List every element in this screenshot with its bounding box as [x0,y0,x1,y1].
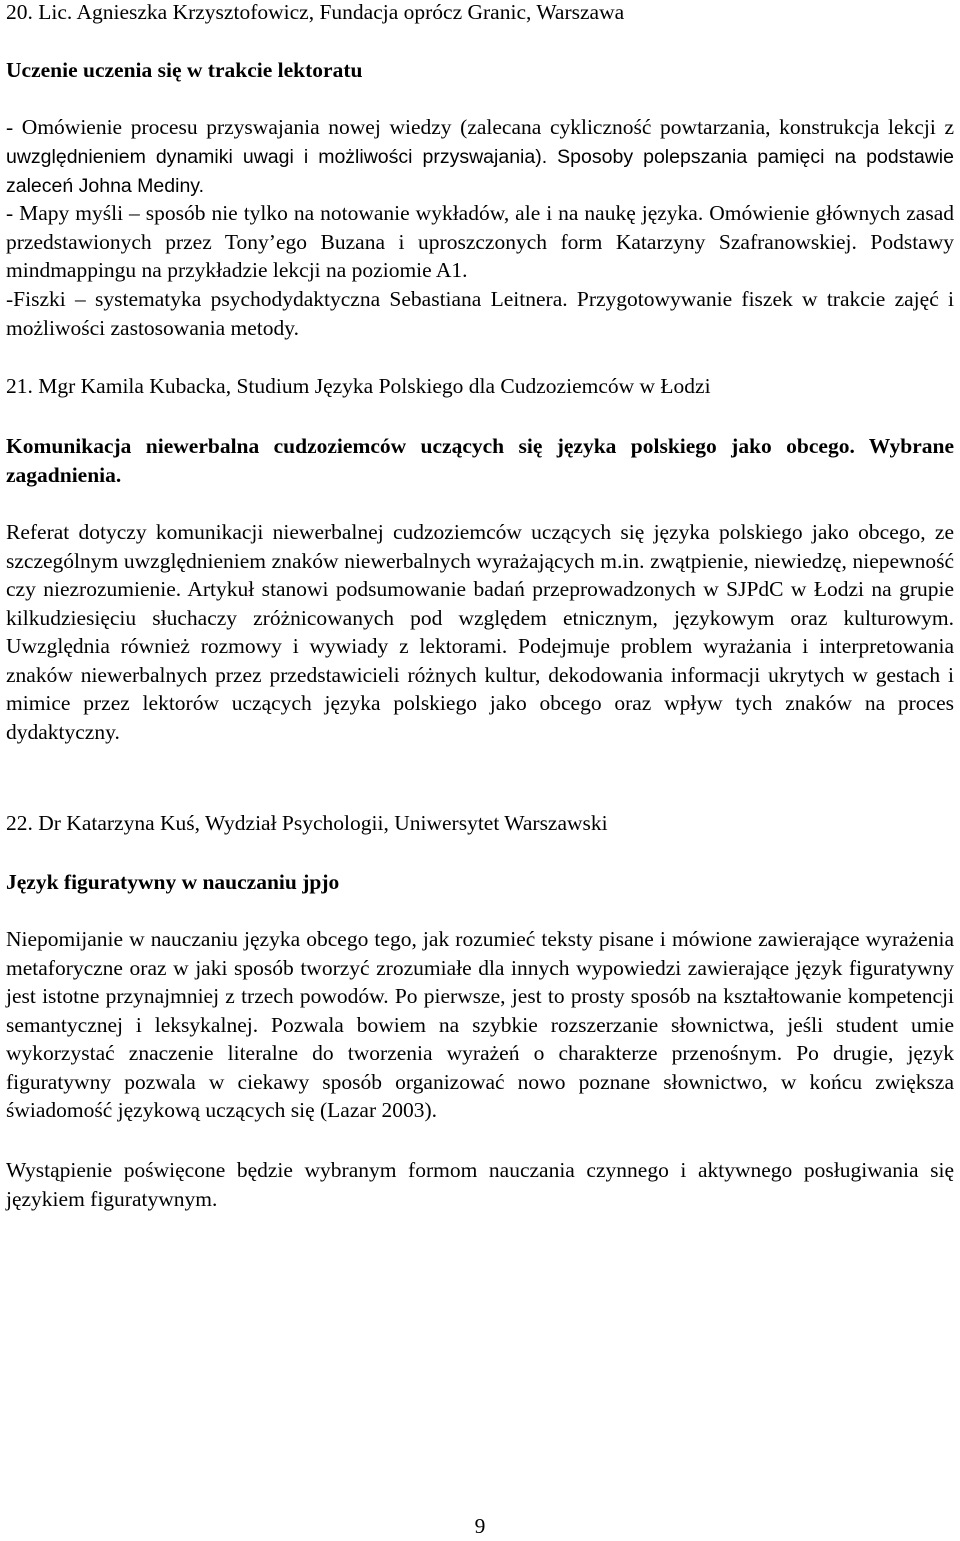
entry-22-abstract-paragraph-2: Wystąpienie poświęcone będzie wybranym formom nauczania czynnego i aktywnego posługiwania się językiem figuratywnym. [6,1158,954,1211]
entry-20-author-line: 20. Lic. Agnieszka Krzysztofowicz, Fundacja oprócz Granic, Warszawa [6,0,625,24]
entry-20-paragraph-3-text-b: Przygotowywanie fiszek w trakcie zajęć i możliwości zastosowania metody. [6,287,954,340]
entry-20-paragraph-2 [6,199,954,285]
entry-20-paragraph-3 [6,285,954,342]
entry-21-author-line: 21. Mgr Kamila Kubacka, Studium Języka Polskiego dla Cudzoziemców w Łodzi [6,374,711,398]
entry-21-abstract: Referat dotyczy komunikacji niewerbalnej cudzoziemców uczących się języka polskiego jako obcego, ze szczególnym uwzględnieniem znaków niewerbalnych wyrażających m.in. zwątpienie, niewiedzę, niepewność czy niezrozumienie. Artykuł stanowi podsumowanie badań przeprowadzonych w SJPdC w Łodzi na grupie kilkudziesięciu słuchaczy zróżnicowanych pod względem etnicznym, językowym oraz kulturowym. Uwzględnia również rozmowy i wywiady z lektorami. Podejmuje problem wyrażania i interpretowania znaków niewerbalnych przez przedstawicieli różnych kultur, dekodowania informacji ukrytych w gestach i mimice przez lektorów uczących języka polskiego jako obcego oraz wpływ tych znaków na proces dydaktyczny. [6,520,954,744]
entry-20-paragraph-2-text-b: Omówienie głównych zasad przedstawionych przez Tony’ego Buzana i uproszczonych form Katarzyny Szafranowskiej. Podstawy mindmappingu na przykładzie lekcji na poziomie A1. [6,201,954,282]
entry-20-paragraph-1-text-b: Sposoby polepszania pamięci na podstawie zaleceń Johna Mediny. [6,145,954,197]
entry-20-paragraph-1 [6,113,954,201]
entry-20-paragraph-3-text-a: -Fiszki – systematyka psychodydaktyczna Sebastiana Leitnera. [6,287,568,311]
entry-20-paragraph-1-text-a: - Omówienie procesu przyswajania nowej wiedzy (zalecana cykliczność powtarzania, konstrukcja lekcji z [6,115,954,139]
entry-22-author-line: 22. Dr Katarzyna Kuś, Wydział Psychologii, Uniwersytet Warszawski [6,811,608,835]
entry-22-title: Język figuratywny w nauczaniu jpjo [6,870,340,894]
entry-20-title: Uczenie uczenia się w trakcie lektoratu [6,58,363,82]
entry-20-paragraph-1-text-sans: uwzględnieniem dynamiki uwagi i możliwości przyswajania). [6,145,548,168]
entry-22-abstract-paragraph-1: Niepomijanie w nauczaniu języka obcego tego, jak rozumieć teksty pisane i mówione zawierające wyrażenia metaforyczne oraz w jaki sposób tworzyć zrozumiałe dla innych wypowiedzi zawierające język figuratywny jest istotne przynajmniej z trzech powodów. Po pierwsze, jest to prosty sposób na kształtowanie kompetencji semantycznej i leksykalnej. Pozwala bowiem na szybkie rozszerzanie słownictwa, jeśli student umie wykorzystać znaczenie literalne do tworzenia wyrażeń o charakterze przenośnym. Po drugie, język figuratywny pozwala w ciekawy sposób organizować nowo poznane słownictwo, w końcu zwiększa świadomość językową uczących się (Lazar 2003). [6,927,954,1122]
entry-21-title: Komunikacja niewerbalna cudzoziemców uczących się języka polskiego jako obcego. Wybrane zagadnienia. [6,434,954,487]
page-number: 9 [474,1514,486,1538]
entry-20-paragraph-2-text-a: - Mapy myśli – sposób nie tylko na notowanie wykładów, ale i na naukę języka. [6,201,704,225]
